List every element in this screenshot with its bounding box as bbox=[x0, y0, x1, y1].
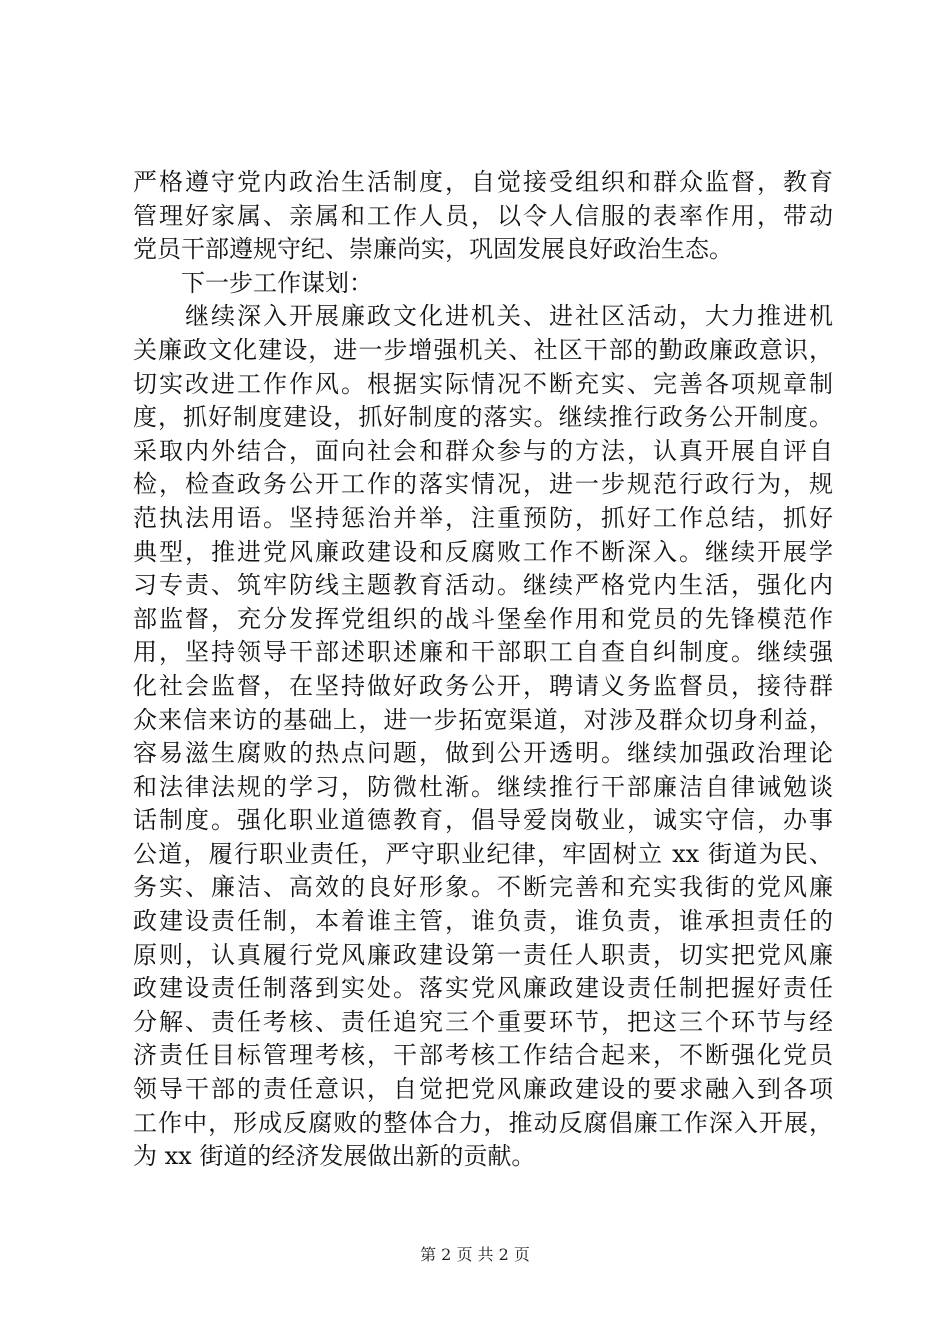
text-line: 公道，履行职业责任，严守职业纪律，牢固树立 xx 街道为民、 bbox=[133, 839, 833, 868]
text-line: 用，坚持领导干部述职述廉和干部职工自查自纠制度。继续强 bbox=[133, 638, 833, 667]
page-footer: 第 2 页 共 2 页 bbox=[420, 1245, 530, 1264]
text-line: 领导干部的责任意识，自觉把党风廉政建设的要求融入到各项 bbox=[133, 1075, 833, 1104]
text-line: 继续深入开展廉政文化进机关、进社区活动，大力推进机 bbox=[133, 302, 833, 331]
text-line: 采取内外结合，面向社会和群众参与的方法，认真开展自评自 bbox=[133, 436, 833, 465]
text-line: 原则，认真履行党风廉政建设第一责任人职责，切实把党风廉 bbox=[133, 940, 833, 969]
text-line: 政建设责任制落到实处。落实党风廉政建设责任制把握好责任 bbox=[133, 974, 833, 1003]
text-line: 容易滋生腐败的热点问题，做到公开透明。继续加强政治理论 bbox=[133, 739, 833, 768]
text-line: 众来信来访的基础上，进一步拓宽渠道，对涉及群众切身利益， bbox=[133, 705, 833, 734]
text-line: 分解、责任考核、责任追究三个重要环节，把这三个环节与经 bbox=[133, 1007, 833, 1036]
text-line: 严格遵守党内政治生活制度，自觉接受组织和群众监督，教育 bbox=[133, 168, 833, 196]
text-line: 部监督，充分发挥党组织的战斗堡垒作用和党员的先锋模范作 bbox=[133, 604, 833, 633]
text-line: 济责任目标管理考核，干部考核工作结合起来，不断强化党员 bbox=[133, 1041, 833, 1070]
text-line: 关廉政文化建设，进一步增强机关、社区干部的勤政廉政意识， bbox=[133, 335, 833, 364]
text-line: 为 xx 街道的经济发展做出新的贡献。 bbox=[133, 1142, 536, 1171]
text-line: 话制度。强化职业道德教育，倡导爱岗敬业，诚实守信，办事 bbox=[133, 806, 833, 835]
section-heading: 下一步工作谋划： bbox=[133, 268, 373, 297]
text-line: 化社会监督，在坚持做好政务公开，聘请义务监督员，接待群 bbox=[133, 671, 833, 700]
text-line: 党员干部遵规守纪、崇廉尚实，巩固发展良好政治生态。 bbox=[133, 235, 733, 264]
body-text bbox=[133, 166, 833, 1174]
text-line: 典型，推进党风廉政建设和反腐败工作不断深入。继续开展学 bbox=[133, 537, 833, 566]
text-line: 切实改进工作作风。根据实际情况不断充实、完善各项规章制 bbox=[133, 369, 833, 398]
text-line: 检，检查政务公开工作的落实情况，进一步规范行政行为，规 bbox=[133, 470, 833, 499]
text-line: 管理好家属、亲属和工作人员，以令人信服的表率作用，带动 bbox=[133, 201, 833, 230]
text-line: 政建设责任制，本着谁主管，谁负责，谁负责，谁承担责任的 bbox=[133, 907, 833, 936]
text-line: 工作中，形成反腐败的整体合力，推动反腐倡廉工作深入开展， bbox=[133, 1108, 833, 1137]
text-line: 度，抓好制度建设，抓好制度的落实。继续推行政务公开制度。 bbox=[133, 403, 833, 432]
text-line: 习专责、筑牢防线主题教育活动。继续严格党内生活，强化内 bbox=[133, 571, 833, 600]
text-line: 和法律法规的学习，防微杜渐。继续推行干部廉洁自律诫勉谈 bbox=[133, 772, 833, 801]
text-line: 务实、廉洁、高效的良好形象。不断完善和充实我街的党风廉 bbox=[133, 873, 833, 902]
text-line: 范执法用语。坚持惩治并举，注重预防，抓好工作总结，抓好 bbox=[133, 503, 833, 532]
